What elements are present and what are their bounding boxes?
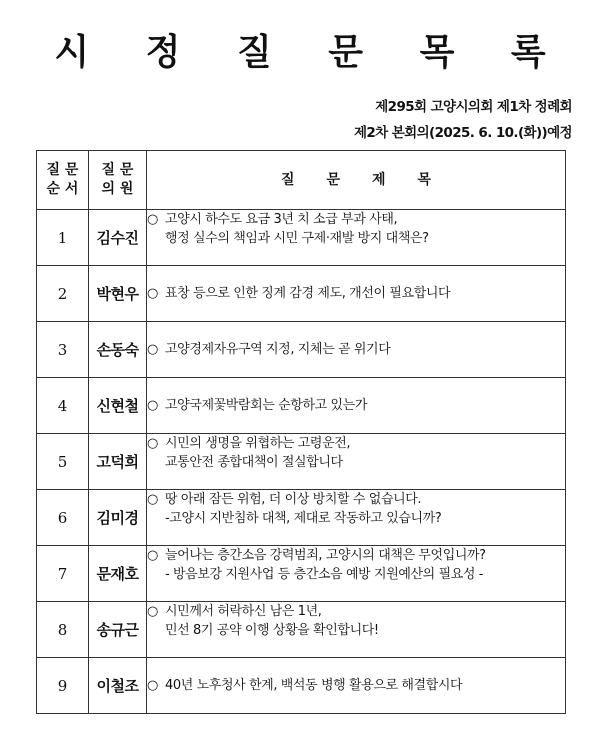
question-text: 고양경제자유구역 지정, 지체는 곧 위기다 <box>165 342 391 357</box>
table-row <box>37 658 566 714</box>
question-order: 5 <box>37 434 89 490</box>
table-row <box>37 378 566 434</box>
member-name: 신현철 <box>89 378 147 434</box>
question-line <box>147 340 565 359</box>
question-line <box>147 602 565 621</box>
question-topic <box>147 322 566 378</box>
question-order: 3 <box>37 322 89 378</box>
member-name: 김미경 <box>89 490 147 546</box>
question-line <box>147 509 565 528</box>
question-order: 2 <box>37 266 89 322</box>
question-order: 9 <box>37 658 89 714</box>
question-line <box>147 490 565 509</box>
table-row <box>37 266 566 322</box>
question-text: -고양시 지반침하 대책, 제대로 작동하고 있습니까? <box>165 511 442 526</box>
table-row <box>37 602 566 658</box>
question-topic <box>147 210 566 266</box>
question-topic <box>147 378 566 434</box>
circle-bullet-icon: ○ <box>147 212 158 227</box>
question-line <box>147 565 565 584</box>
question-topic <box>147 546 566 602</box>
table-row <box>37 434 566 490</box>
header-order: 질 문 순 서 <box>37 151 89 210</box>
circle-bullet-icon: ○ <box>147 678 158 693</box>
question-text: 민선 8기 공약 이행 상황을 확인합니다! <box>165 623 379 638</box>
question-line <box>147 210 565 229</box>
circle-bullet-icon: ○ <box>147 492 158 507</box>
question-text: 교통안전 종합대책이 절실합니다 <box>165 455 343 470</box>
question-line <box>147 453 565 472</box>
question-order: 4 <box>37 378 89 434</box>
question-topic <box>147 490 566 546</box>
question-order: 7 <box>37 546 89 602</box>
question-line <box>147 229 565 248</box>
member-name: 이철조 <box>89 658 147 714</box>
meeting-date: 제2차 본회의(2025. 6. 10.(화))예정 <box>353 125 572 141</box>
question-text: 행정 실수의 책임과 시민 구제·재발 방지 대책은? <box>165 231 429 246</box>
question-topic <box>147 266 566 322</box>
table-row <box>37 546 566 602</box>
question-order: 1 <box>37 210 89 266</box>
question-topic <box>147 602 566 658</box>
question-order: 6 <box>37 490 89 546</box>
circle-bullet-icon: ○ <box>147 286 158 301</box>
circle-bullet-icon: ○ <box>147 436 158 451</box>
circle-bullet-icon: ○ <box>147 548 158 563</box>
member-name: 손동숙 <box>89 322 147 378</box>
question-text: 고양시 하수도 요금 3년 치 소급 부과 사태, <box>165 212 398 227</box>
member-name: 고덕희 <box>89 434 147 490</box>
session-label: 제295회 고양시의회 제1차 정례회 <box>375 99 572 115</box>
circle-bullet-icon: ○ <box>147 342 158 357</box>
question-line <box>147 284 565 303</box>
question-text: 늘어나는 층간소음 강력범죄, 고양시의 대책은 무엇입니까? <box>165 548 486 563</box>
member-name: 송규근 <box>89 602 147 658</box>
question-line <box>147 676 565 695</box>
question-text: 땅 아래 잠든 위험, 더 이상 방치할 수 없습니다. <box>165 492 422 507</box>
table-row <box>37 490 566 546</box>
question-text: 고양국제꽃박람회는 순항하고 있는가 <box>165 398 367 413</box>
question-line <box>147 396 565 415</box>
question-text: 표창 등으로 인한 징계 감경 제도, 개선이 필요합니다 <box>165 286 451 301</box>
member-name: 김수진 <box>89 210 147 266</box>
member-name: 박현우 <box>89 266 147 322</box>
question-order: 8 <box>37 602 89 658</box>
header-member: 질 문 의 원 <box>89 151 147 210</box>
header-topic: 질문제목 <box>147 151 566 210</box>
member-name: 문재호 <box>89 546 147 602</box>
question-text: 40년 노후청사 한계, 백석동 병행 활용으로 해결합시다 <box>165 678 463 693</box>
page-title: 시 정 질 문 목 록 <box>54 31 568 73</box>
question-topic <box>147 658 566 714</box>
question-text: - 방음보강 지원사업 등 층간소음 예방 지원예산의 필요성 - <box>165 567 484 582</box>
question-text: 시민께서 허락하신 남은 1년, <box>165 604 322 619</box>
question-text: 시민의 생명을 위협하는 고령운전, <box>165 436 351 451</box>
table-row <box>37 210 566 266</box>
table-row <box>37 322 566 378</box>
question-line <box>147 546 565 565</box>
circle-bullet-icon: ○ <box>147 604 158 619</box>
question-line <box>147 621 565 640</box>
table-header-row <box>37 151 566 210</box>
question-line <box>147 434 565 453</box>
question-topic <box>147 434 566 490</box>
question-table <box>36 150 566 714</box>
circle-bullet-icon: ○ <box>147 398 158 413</box>
